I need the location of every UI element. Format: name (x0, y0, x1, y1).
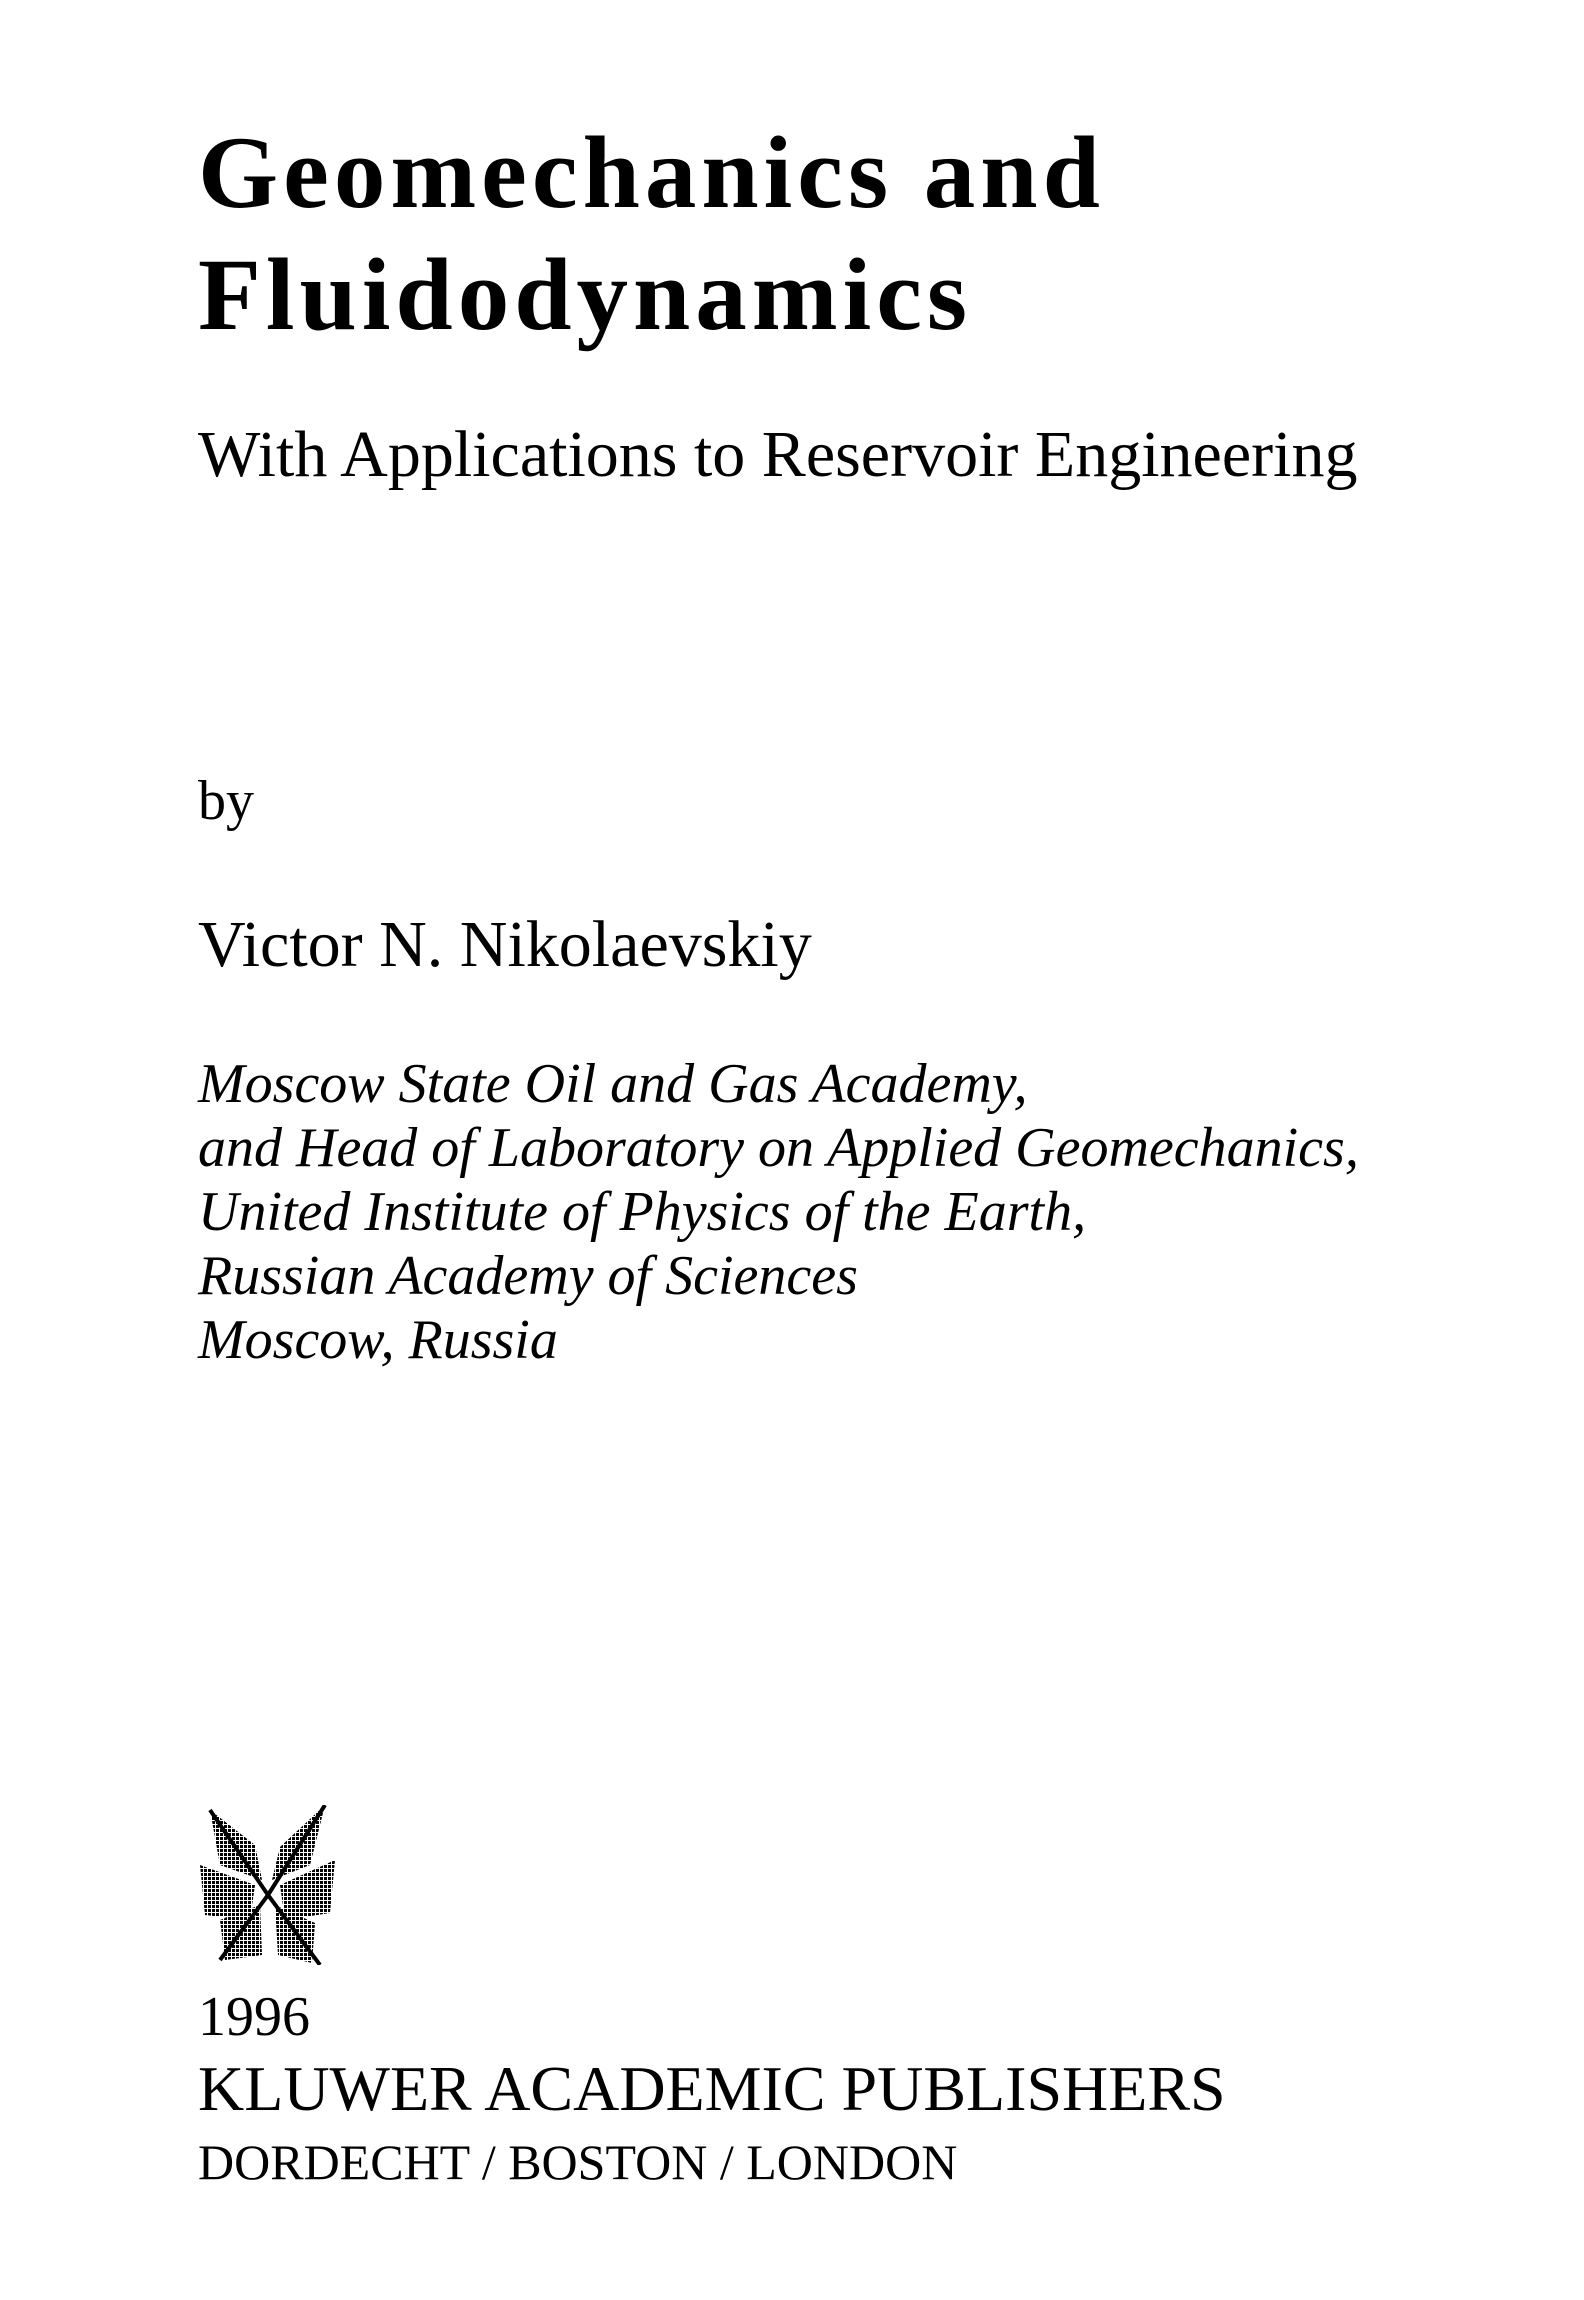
book-title-line-1: Geomechanics and (198, 116, 1105, 230)
affiliation-line: Moscow, Russia (198, 1309, 558, 1371)
author-name: Victor N. Nikolaevskiy (198, 908, 812, 981)
publisher-cities: DORDECHT / BOSTON / LONDON (198, 2134, 958, 2190)
publisher-emblem-icon (200, 1805, 335, 1965)
publisher-name: KLUWER ACADEMIC PUBLISHERS (198, 2053, 1226, 2124)
by-label: by (198, 770, 254, 832)
affiliation-line: Moscow State Oil and Gas Academy, (198, 1053, 1028, 1115)
publication-year: 1996 (198, 1986, 310, 2048)
book-title (198, 112, 1105, 356)
book-title-line-2: Fluidodynamics (198, 238, 973, 352)
affiliation-line: Russian Academy of Sciences (198, 1245, 858, 1307)
affiliation-line: United Institute of Physics of the Earth, (198, 1181, 1087, 1243)
affiliation-line: and Head of Laboratory on Applied Geomechanics, (198, 1117, 1359, 1179)
book-subtitle: With Applications to Reservoir Engineering (198, 418, 1358, 491)
author-affiliation (198, 1052, 1359, 1372)
